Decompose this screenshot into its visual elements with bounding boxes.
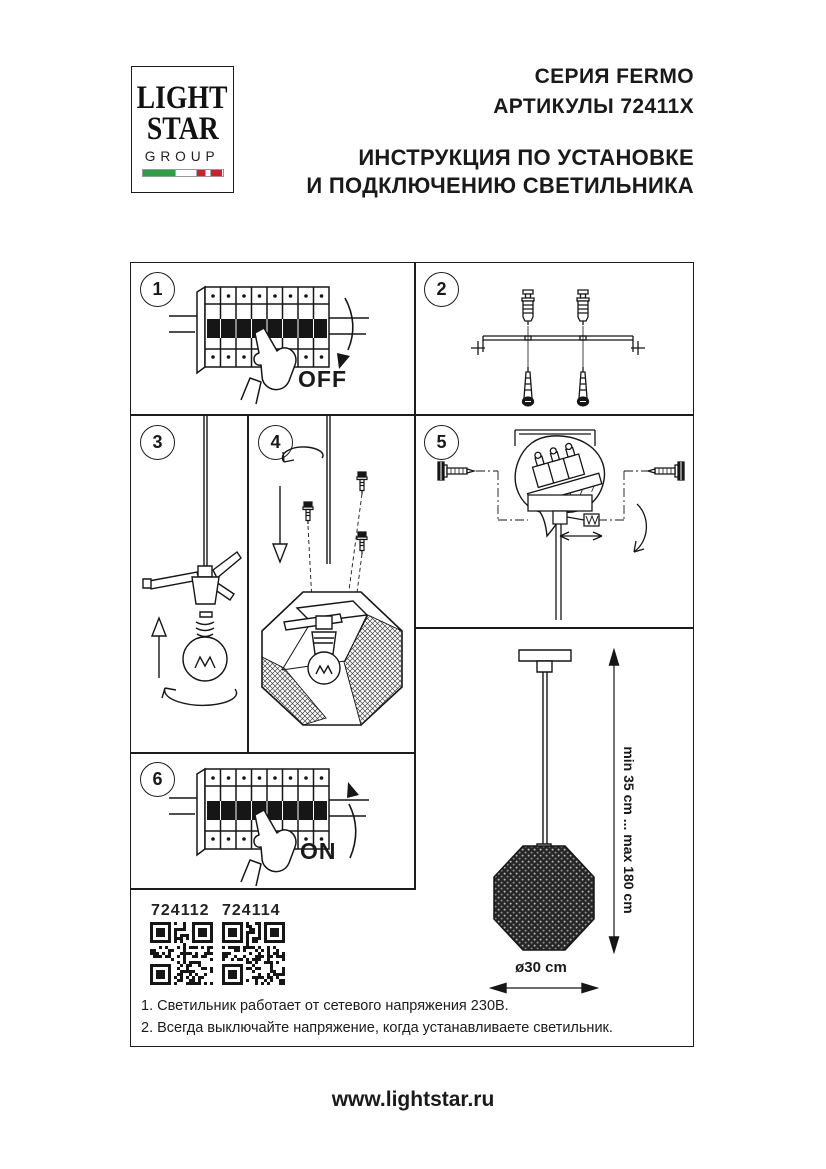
step-3-number: 3 bbox=[152, 432, 163, 452]
on-label: ON bbox=[300, 838, 337, 864]
rotate-arrow-icon bbox=[282, 447, 323, 462]
safety-notes bbox=[141, 996, 701, 1040]
shade-attach-illustration bbox=[250, 416, 414, 750]
lamp-stem bbox=[543, 672, 547, 844]
instruction-title bbox=[300, 144, 694, 200]
flag-red-segment-2 bbox=[211, 170, 222, 176]
divider-vertical-main bbox=[414, 262, 416, 890]
note-line-1: 1. Светильник работает от сетевого напряжения 230В. bbox=[141, 998, 509, 1014]
article-code-left: 724112 bbox=[151, 902, 210, 919]
logo-light-text: LIGHT bbox=[137, 80, 228, 116]
divider-panel3-4 bbox=[247, 414, 249, 753]
flag-green-segment bbox=[143, 170, 175, 176]
slide-arrow-icon bbox=[560, 532, 602, 540]
side-screw-icon bbox=[648, 462, 684, 480]
qr-code-724114 bbox=[222, 922, 285, 985]
ceiling-plate bbox=[519, 650, 571, 661]
logo-group-text: GROUP bbox=[145, 148, 220, 165]
side-screw-icon bbox=[438, 462, 474, 480]
website-url: www.lightstar.ru bbox=[331, 1088, 495, 1111]
instruction-title-line1: ИНСТРУКЦИЯ ПО УСТАНОВКЕ bbox=[358, 144, 694, 170]
step-4-number: 4 bbox=[270, 432, 281, 452]
articles-title: АРТИКУЛЫ 72411X bbox=[493, 94, 694, 118]
shade-screw-icon bbox=[357, 472, 367, 494]
step-6-number: 6 bbox=[152, 769, 163, 789]
lightstar-logo bbox=[131, 66, 234, 193]
header-block bbox=[300, 62, 694, 200]
shade-screw-icon bbox=[303, 502, 313, 524]
height-dimension-label: min 35 cm ... max 180 cm bbox=[621, 746, 637, 914]
divider-panel6-top bbox=[130, 752, 415, 754]
step-5-number: 5 bbox=[436, 432, 447, 452]
flag-white-segment bbox=[175, 170, 197, 176]
step-2-number: 2 bbox=[436, 279, 447, 299]
flag-red-segment bbox=[197, 170, 205, 176]
step-1-number: 1 bbox=[152, 279, 163, 299]
assembled-lamp-illustration bbox=[425, 638, 695, 996]
article-code-right: 724114 bbox=[222, 902, 281, 919]
divider-panel6-bottom bbox=[130, 888, 415, 890]
wall-anchor-icon bbox=[577, 290, 589, 325]
light-bulb-icon bbox=[183, 637, 227, 681]
mounting-screw-icon bbox=[523, 367, 534, 406]
italian-flag-bar bbox=[142, 169, 224, 177]
arrow-up-icon bbox=[347, 782, 359, 798]
mounting-screw-icon bbox=[578, 367, 589, 406]
mounting-bracket-illustration bbox=[443, 282, 673, 410]
qr-code-724112 bbox=[150, 922, 213, 985]
ceiling-canopy bbox=[528, 495, 592, 511]
diameter-dimension-label: ø30 cm bbox=[515, 959, 567, 976]
note-line-2: 2. Всегда выключайте напряжение, когда устанавливаете светильник. bbox=[141, 1019, 613, 1036]
wall-anchor-icon bbox=[522, 290, 534, 325]
shade-screw-icon bbox=[357, 532, 367, 554]
logo-star-text: STAR bbox=[146, 111, 219, 148]
off-label: OFF bbox=[298, 366, 347, 392]
mesh-shade bbox=[494, 846, 594, 950]
series-title: СЕРИЯ FERMO bbox=[534, 65, 694, 88]
bulb-install-illustration bbox=[131, 416, 247, 748]
instruction-title-line2: И ПОДКЛЮЧЕНИЮ СВЕТИЛЬНИКА bbox=[306, 172, 694, 198]
breaker-on-illustration bbox=[169, 758, 369, 886]
canopy-mounting-illustration bbox=[432, 424, 690, 634]
light-bulb-icon bbox=[308, 652, 340, 684]
